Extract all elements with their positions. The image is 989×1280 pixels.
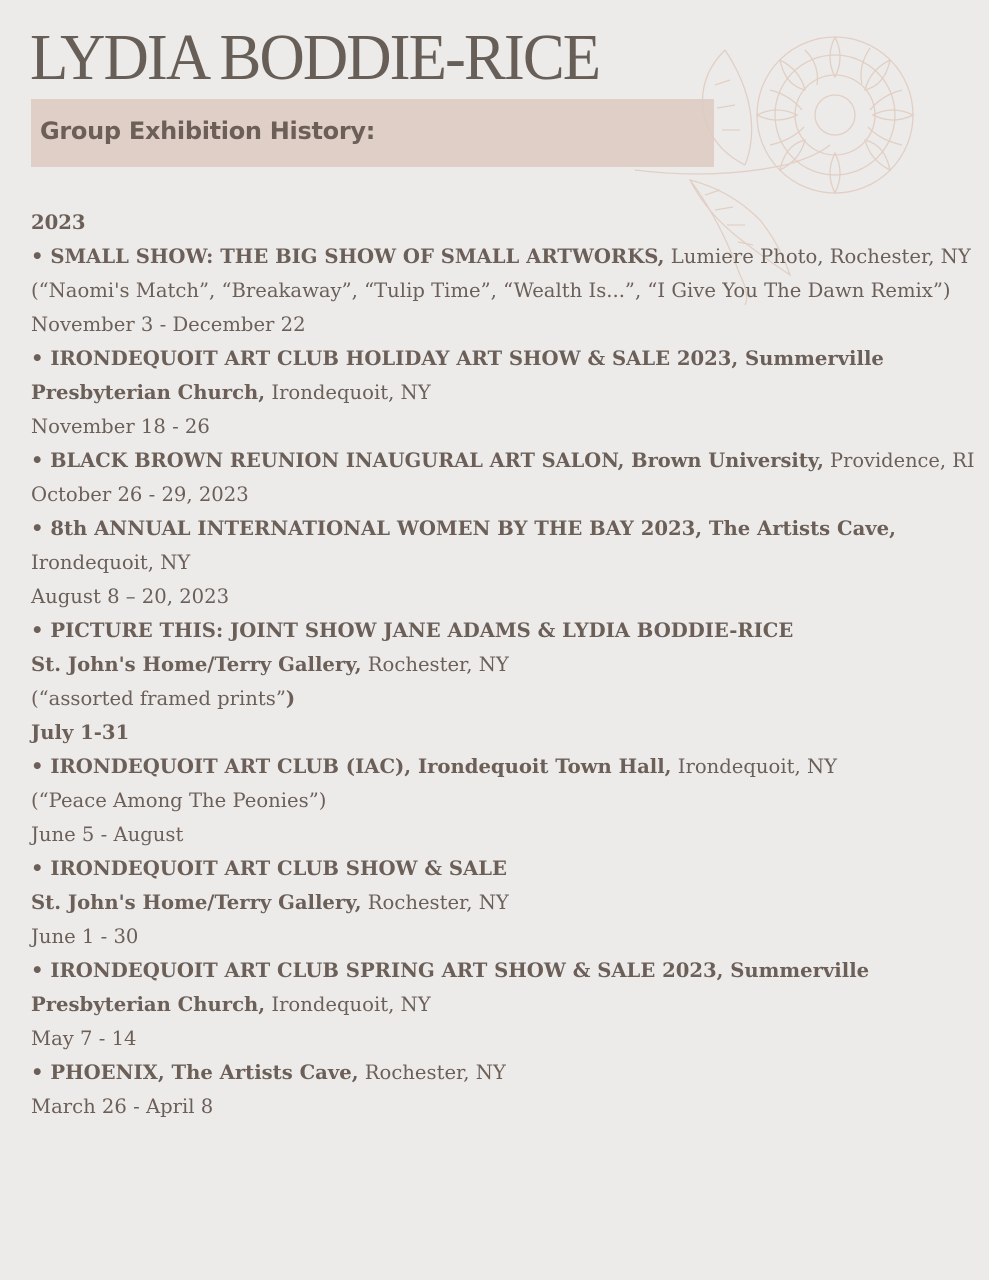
exhibition-dates: November 18 - 26 — [31, 415, 210, 438]
exhibition-venue: Irondequoit, NY — [271, 381, 431, 404]
list-item — [31, 682, 981, 716]
exhibition-title: • IRONDEQUOIT ART CLUB SPRING ART SHOW & SALE 2023, Summerville — [31, 959, 870, 982]
chrysanthemum-bloom — [757, 37, 913, 193]
list-item — [31, 240, 981, 274]
exhibition-venue: Rochester, NY — [367, 891, 509, 914]
exhibition-venue-bold: Presbyterian Church, — [31, 381, 266, 404]
exhibition-title: • PICTURE THIS: JOINT SHOW JANE ADAMS & LYDIA BODDIE-RICE — [31, 619, 794, 642]
exhibition-works: (“Naomi's Match”, “Breakaway”, “Tulip Time”, “Wealth Is...”, “I Give You The Dawn Remix”) — [31, 279, 951, 302]
exhibition-title: • SMALL SHOW: THE BIG SHOW OF SMALL ARTWORKS, — [31, 245, 665, 268]
list-item — [31, 988, 981, 1022]
exhibition-dates: August 8 – 20, 2023 — [31, 585, 230, 608]
exhibition-venue-bold: St. John's Home/Terry Gallery, — [31, 653, 362, 676]
exhibition-dates: March 26 - April 8 — [31, 1095, 214, 1118]
list-item — [31, 444, 981, 478]
exhibition-works: (“assorted framed prints” — [31, 687, 286, 710]
exhibition-title: • IRONDEQUOIT ART CLUB SHOW & SALE — [31, 857, 507, 880]
exhibition-venue: Irondequoit, NY — [271, 993, 431, 1016]
exhibition-venue: Irondequoit, NY — [677, 755, 838, 778]
exhibition-venue: Providence, RI — [830, 449, 975, 472]
exhibition-title: • IRONDEQUOIT ART CLUB (IAC), Irondequoit Town Hall, — [31, 755, 672, 778]
exhibition-venue: Lumiere Photo, Rochester, NY — [670, 245, 971, 268]
exhibition-venue: Irondequoit, NY — [31, 551, 191, 574]
exhibition-venue: Rochester, NY — [364, 1061, 506, 1084]
list-item — [31, 750, 981, 784]
exhibition-dates: June 5 - August — [31, 823, 184, 846]
exhibition-dates: July 1-31 — [31, 721, 130, 744]
exhibition-dates: November 3 - December 22 — [31, 313, 306, 336]
exhibition-title: • PHOENIX, The Artists Cave, — [31, 1061, 359, 1084]
artist-name: LYDIA BODDIE-RICE — [30, 21, 600, 94]
list-item — [31, 886, 981, 920]
list-item — [31, 648, 981, 682]
year-heading: 2023 — [31, 211, 86, 234]
section-title: Group Exhibition History: — [40, 117, 376, 145]
exhibition-works-close: ) — [285, 687, 296, 710]
exhibition-dates: May 7 - 14 — [31, 1027, 137, 1050]
exhibition-venue-bold: Presbyterian Church, — [31, 993, 266, 1016]
section-banner — [31, 99, 714, 167]
exhibition-title: • 8th ANNUAL INTERNATIONAL WOMEN BY THE BAY 2023, The Artists Cave, — [31, 517, 896, 540]
exhibition-title: • IRONDEQUOIT ART CLUB HOLIDAY ART SHOW & SALE 2023, Summerville — [31, 347, 884, 370]
exhibition-list — [31, 206, 981, 1124]
exhibition-dates: October 26 - 29, 2023 — [31, 483, 249, 506]
exhibition-venue-bold: St. John's Home/Terry Gallery, — [31, 891, 362, 914]
exhibition-dates: June 1 - 30 — [31, 925, 139, 948]
exhibition-title: • BLACK BROWN REUNION INAUGURAL ART SALON, Brown University, — [31, 449, 824, 472]
list-item — [31, 376, 981, 410]
exhibition-works: (“Peace Among The Peonies”) — [31, 789, 327, 812]
list-item — [31, 1056, 981, 1090]
exhibition-venue: Rochester, NY — [367, 653, 509, 676]
